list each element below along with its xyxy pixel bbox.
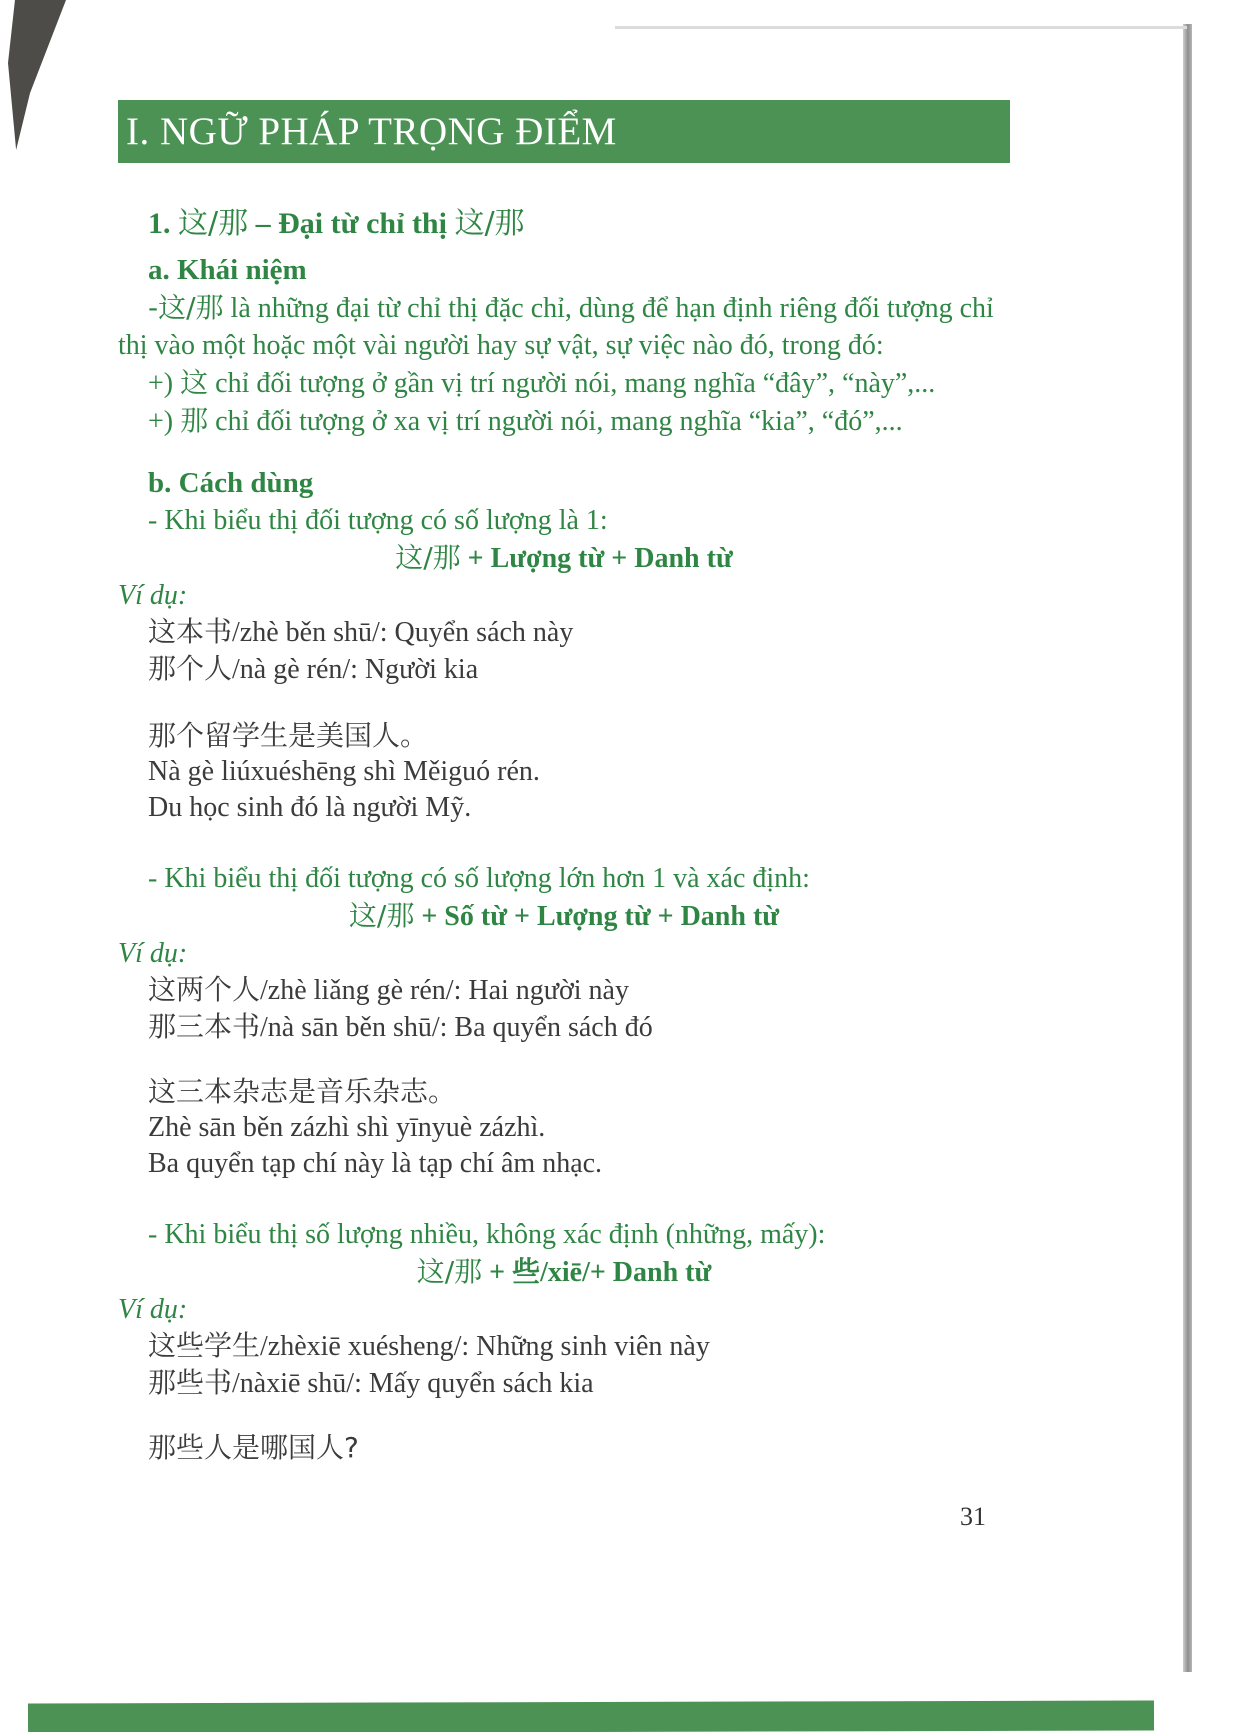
chapter-banner: [118, 100, 1010, 163]
concept-intro-text: là những đại từ chỉ thị đặc chỉ, dùng để hạn định riêng đối tượng chỉ thị vào một hoặc một vài người hay sự vật, sự việc nào đó, trong đó:: [118, 293, 994, 361]
concept-point-2-text: chỉ đối tượng ở xa vị trí người nói, mang nghĩa “kia”, “đó”,...: [208, 406, 903, 437]
chinese-term: 这/那: [178, 206, 249, 241]
example-line: 那些书/nàxiē shū/: Mấy quyển sách kia: [148, 1368, 594, 1399]
sentence-pinyin: Zhè sān běn zázhì shì yīnyuè zázhì.: [148, 1112, 546, 1143]
rule-formula: [118, 897, 1010, 935]
example-label: Ví dụ:: [118, 580, 188, 611]
page-number: 31: [960, 1502, 986, 1531]
sample-sentence-block: [118, 1430, 1010, 1466]
sentence-pinyin: Nà gè liúxuéshēng shì Měiguó rén.: [148, 756, 540, 787]
chapter-banner-title: I. NGỮ PHÁP TRỌNG ĐIỂM: [126, 110, 617, 153]
formula-text: + 些/xiē/+ Danh từ: [482, 1257, 712, 1288]
chinese-term: 这/那: [416, 1255, 483, 1288]
sample-sentence-block: [118, 1074, 1010, 1182]
subsection-title: [148, 205, 1010, 243]
chinese-term: 这/那: [348, 899, 415, 932]
sentence-vietnamese: Ba quyển tạp chí này là tạp chí âm nhạc.: [148, 1148, 603, 1179]
page-content: [118, 100, 1010, 1535]
concept-point-1: [118, 364, 1010, 402]
concept-point-1-text: chỉ đối tượng ở gần vị trí người nói, mang nghĩa “đây”, “này”,...: [208, 368, 936, 399]
formula-text: + Lượng từ + Danh từ: [460, 543, 733, 574]
concept-intro-paragraph: [118, 289, 1010, 364]
example-line: 那个人/nà gè rén/: Người kia: [148, 654, 479, 685]
sentence-chinese: 这三本杂志是音乐杂志。: [148, 1075, 457, 1108]
heading-usage: b. Cách dùng: [148, 467, 314, 499]
chinese-term: 那: [180, 404, 209, 437]
chinese-term: -这/那: [148, 291, 224, 324]
sentence-vietnamese: Du học sinh đó là người Mỹ.: [148, 792, 472, 823]
rule-formula: [118, 539, 1010, 577]
bullet-marker: +): [148, 368, 181, 399]
rule-intro: - Khi biểu thị đối tượng có số lượng lớn hơn 1 và xác định:: [148, 863, 810, 894]
scan-artifact-top-line: [615, 26, 1187, 29]
example-line: 这本书/zhè běn shū/: Quyển sách này: [148, 617, 574, 648]
rule-formula: [118, 1253, 1010, 1291]
heading-concept: a. Khái niệm: [148, 254, 307, 286]
subsection-title-text: – Đại từ chỉ thị: [248, 207, 455, 240]
sample-sentence-block: [118, 718, 1010, 826]
bullet-marker: +): [148, 406, 181, 437]
scan-artifact-top-left-corner: [8, 0, 66, 150]
next-page-green-strip: [28, 1701, 1154, 1732]
chinese-term: 这: [180, 366, 209, 399]
example-line: 那三本书/nà sān běn shū/: Ba quyển sách đó: [148, 1012, 653, 1043]
example-line: 这两个人/zhè liǎng gè rén/: Hai người này: [148, 975, 629, 1006]
sentence-chinese: 那个留学生是美国人。: [148, 719, 429, 752]
formula-text: + Số từ + Lượng từ + Danh từ: [414, 901, 780, 932]
rule-intro: - Khi biểu thị số lượng nhiều, không xác định (những, mấy):: [148, 1219, 826, 1250]
example-label: Ví dụ:: [118, 938, 188, 969]
rule-intro: - Khi biểu thị đối tượng có số lượng là 1:: [148, 505, 608, 536]
example-line: 这些学生/zhèxiē xuésheng/: Những sinh viên này: [148, 1331, 710, 1362]
sentence-chinese: 那些人是哪国人?: [148, 1431, 359, 1464]
scan-artifact-right-edge: [1183, 24, 1192, 1672]
example-label: Ví dụ:: [118, 1294, 188, 1325]
concept-point-2: [118, 402, 1010, 440]
subsection-number: 1.: [148, 207, 178, 240]
chinese-term: 这/那: [454, 206, 525, 241]
chinese-term: 这/那: [395, 541, 461, 574]
